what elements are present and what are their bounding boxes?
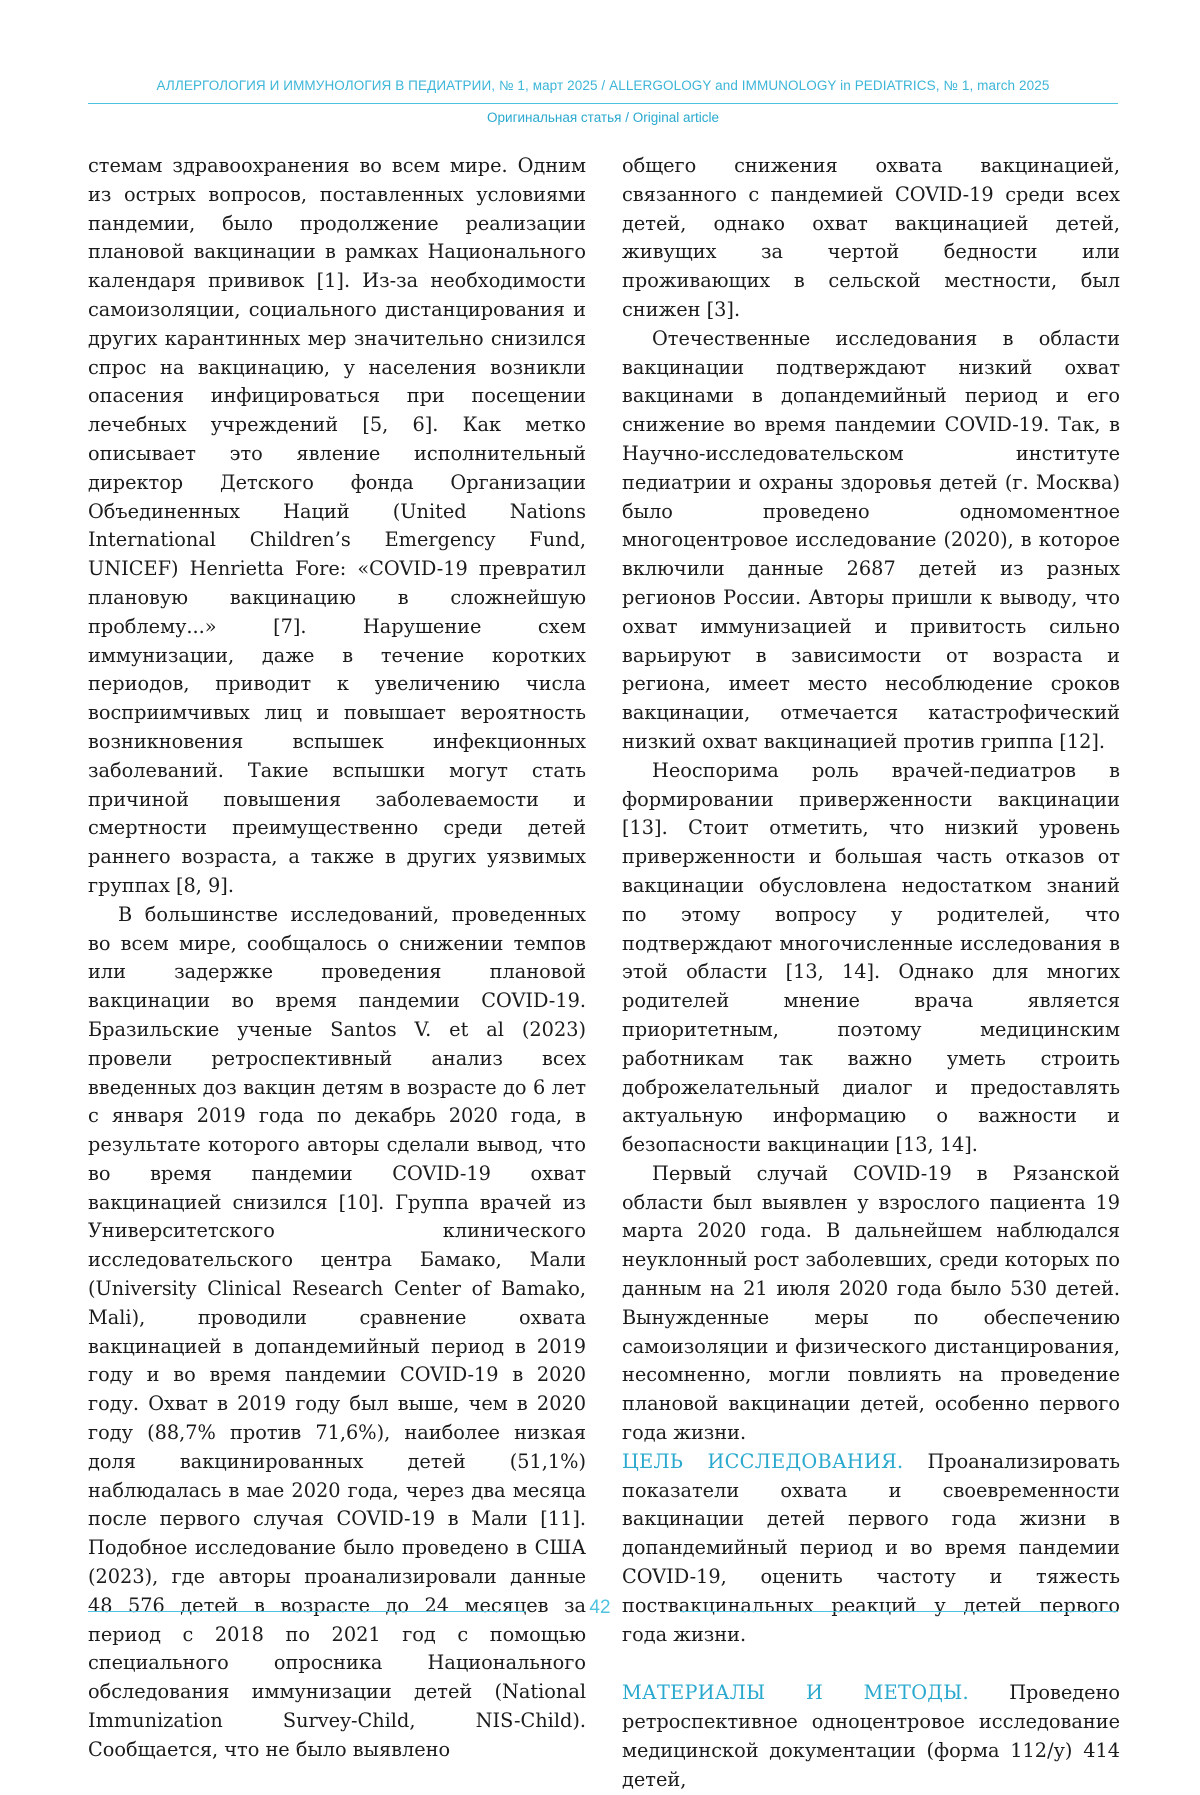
paragraph: Отечественные исследования в области вакцинации подтверждают низкий охват вакцинами в допандемийный период и его снижение во время пандемии COVID-19. Так, в Научно-исследовательском институте педиатрии и охраны здоровья детей (г. Москва) было проведено одномоментное многоцентровое исследование (2020), в которое включили данные 2687 детей из разных регионов России. Авторы пришли к выводу, что охват иммунизацией и привитость сильно варьируют в зависимости от возраста и региона, имеет место несоблюдение сроков вакцинации, отмечается катастрофический низкий охват вакцинацией против гриппа [12]. [622,326,1120,753]
footer-divider-right [680,1611,1118,1612]
paragraph: В большинстве исследований, проведенных во всем мире, сообщалось о снижении темпов или задержке проведения плановой вакцинации во время пандемии COVID-19. Бразильские ученые Santos V. et al (2023) провели ретроспективный анализ всех введенных доз вакцин детям в возрасте до 6 лет с января 2019 года по декабрь 2020 года, в результате которого авторы сделали вывод, что во время пандемии COVID-19 охват вакцинацией снизился [10]. Группа врачей из Университетского клинического исследовательского центра Бамако, Мали (University Clinical Research Center of Bamako, Mali), проводили сравнение охвата вакцинацией в допандемийный период в 2019 году и во время пандемии COVID-19 в 2020 году. Охват в 2019 году был выше, чем в 2020 году (88,7% против 71,6%), наиболее низкая доля вакцинированных детей (51,1%) наблюдалась в мае 2020 года, через два месяца после первого случая COVID-19 в Мали [11]. Подобное исследование было проведено в США (2023), где авторы проанализировали данные 48 576 детей в возрасте до 24 месяцев за период с 2018 по 2021 год с помощью специального опросника Национального обследования иммунизации детей (National Immunization Survey-Child, NIS-Child). Сообщается, что не было выявлено [88,902,586,1761]
methods-heading: МАТЕРИАЛЫ И МЕТОДЫ. [622,1681,969,1705]
right-column [622,152,1120,1795]
aim-text: Проанализировать показатели охвата и своевременности вакцинации детей первого года жизни в допандемийный период и во время пандемии COVID-19, оценить частоту и тяжесть поствакцинальных реакций у детей первого года жизни. [622,1449,1120,1646]
aim-heading: ЦЕЛЬ ИССЛЕДОВАНИЯ. [622,1449,904,1473]
paragraph: стемам здравоохранения во всем мире. Одним из острых вопросов, поставленных условиями пандемии, было продолжение реализации плановой вакцинации в рамках Национального календаря прививок [1]. Из-за необходимости самоизоляции, социального дистанцирования и других карантинных мер значительно снизился спрос на вакцинацию, у населения возникли опасения инфицироваться при посещении лечебных учреждений [5, 6]. Как метко описывает это явление исполнительный директор Детского фонда Организации Объединенных Наций (United Nations International Children’s Emergency Fund, UNICEF) Henrietta Fore: «COVID-19 превратил плановую вакцинацию в сложнейшую проблему...» [7]. Нарушение схем иммунизации, даже в течение коротких периодов, приводит к увеличению числа восприимчивых лиц и повышает вероятность возникновения вспышек инфекционных заболеваний. Такие вспышки могут стать причиной повышения заболеваемости и смертности преимущественно среди детей раннего возраста, а также в других уязвимых группах [8, 9]. [88,154,586,897]
paragraph: Первый случай COVID-19 в Рязанской области был выявлен у взрослого пациента 19 марта 2020 года. В дальнейшем наблюдался неуклонный рост заболевших, среди которых по данным на 21 июля 2020 года было 530 детей. Вынужденные меры по обеспечению самоизоляции и физического дистанцирования, несомненно, могли повлиять на проведение плановой вакцинации детей, особенно первого года жизни. [622,1161,1120,1445]
footer-divider-left [88,1611,526,1612]
page-number: 42 [589,1597,611,1618]
methods-text: Проведено ретроспективное одноцентровое исследование медицинской документации (форма 112/у) 414 детей, [622,1681,1120,1791]
aim-paragraph [622,1448,1120,1650]
paragraph: Неоспорима роль врачей-педиатров в формировании приверженности вакцинации [13]. Стоит отметить, что низкий уровень приверженности и большая часть отказов от вакцинации обусловлена недостатком знаний по этому вопросу у родителей, что подтверждают многочисленные исследования в этой области [13, 14]. Однако для многих родителей мнение врача является приоритетным, поэтому медицинским работникам так важно уметь строить доброжелательный диалог и предоставлять актуальную информацию о важности и безопасности вакцинации [13, 14]. [622,758,1120,1157]
article-type-label: Оригинальная статья / Original article [487,110,719,125]
paragraph: общего снижения охвата вакцинацией, связанного с пандемией COVID-19 среди всех детей, однако охват вакцинацией детей, живущих за чертой бедности или проживающих в сельской местности, был снижен [3]. [622,154,1120,321]
journal-header: АЛЛЕРГОЛОГИЯ И ИММУНОЛОГИЯ В ПЕДИАТРИИ, № 1, март 2025 / ALLERGOLOGY and IMMUNOLOGY in PEDIATRICS, № 1, march 2025 [156,78,1050,93]
header-divider [88,103,1118,104]
left-column [88,152,586,1765]
